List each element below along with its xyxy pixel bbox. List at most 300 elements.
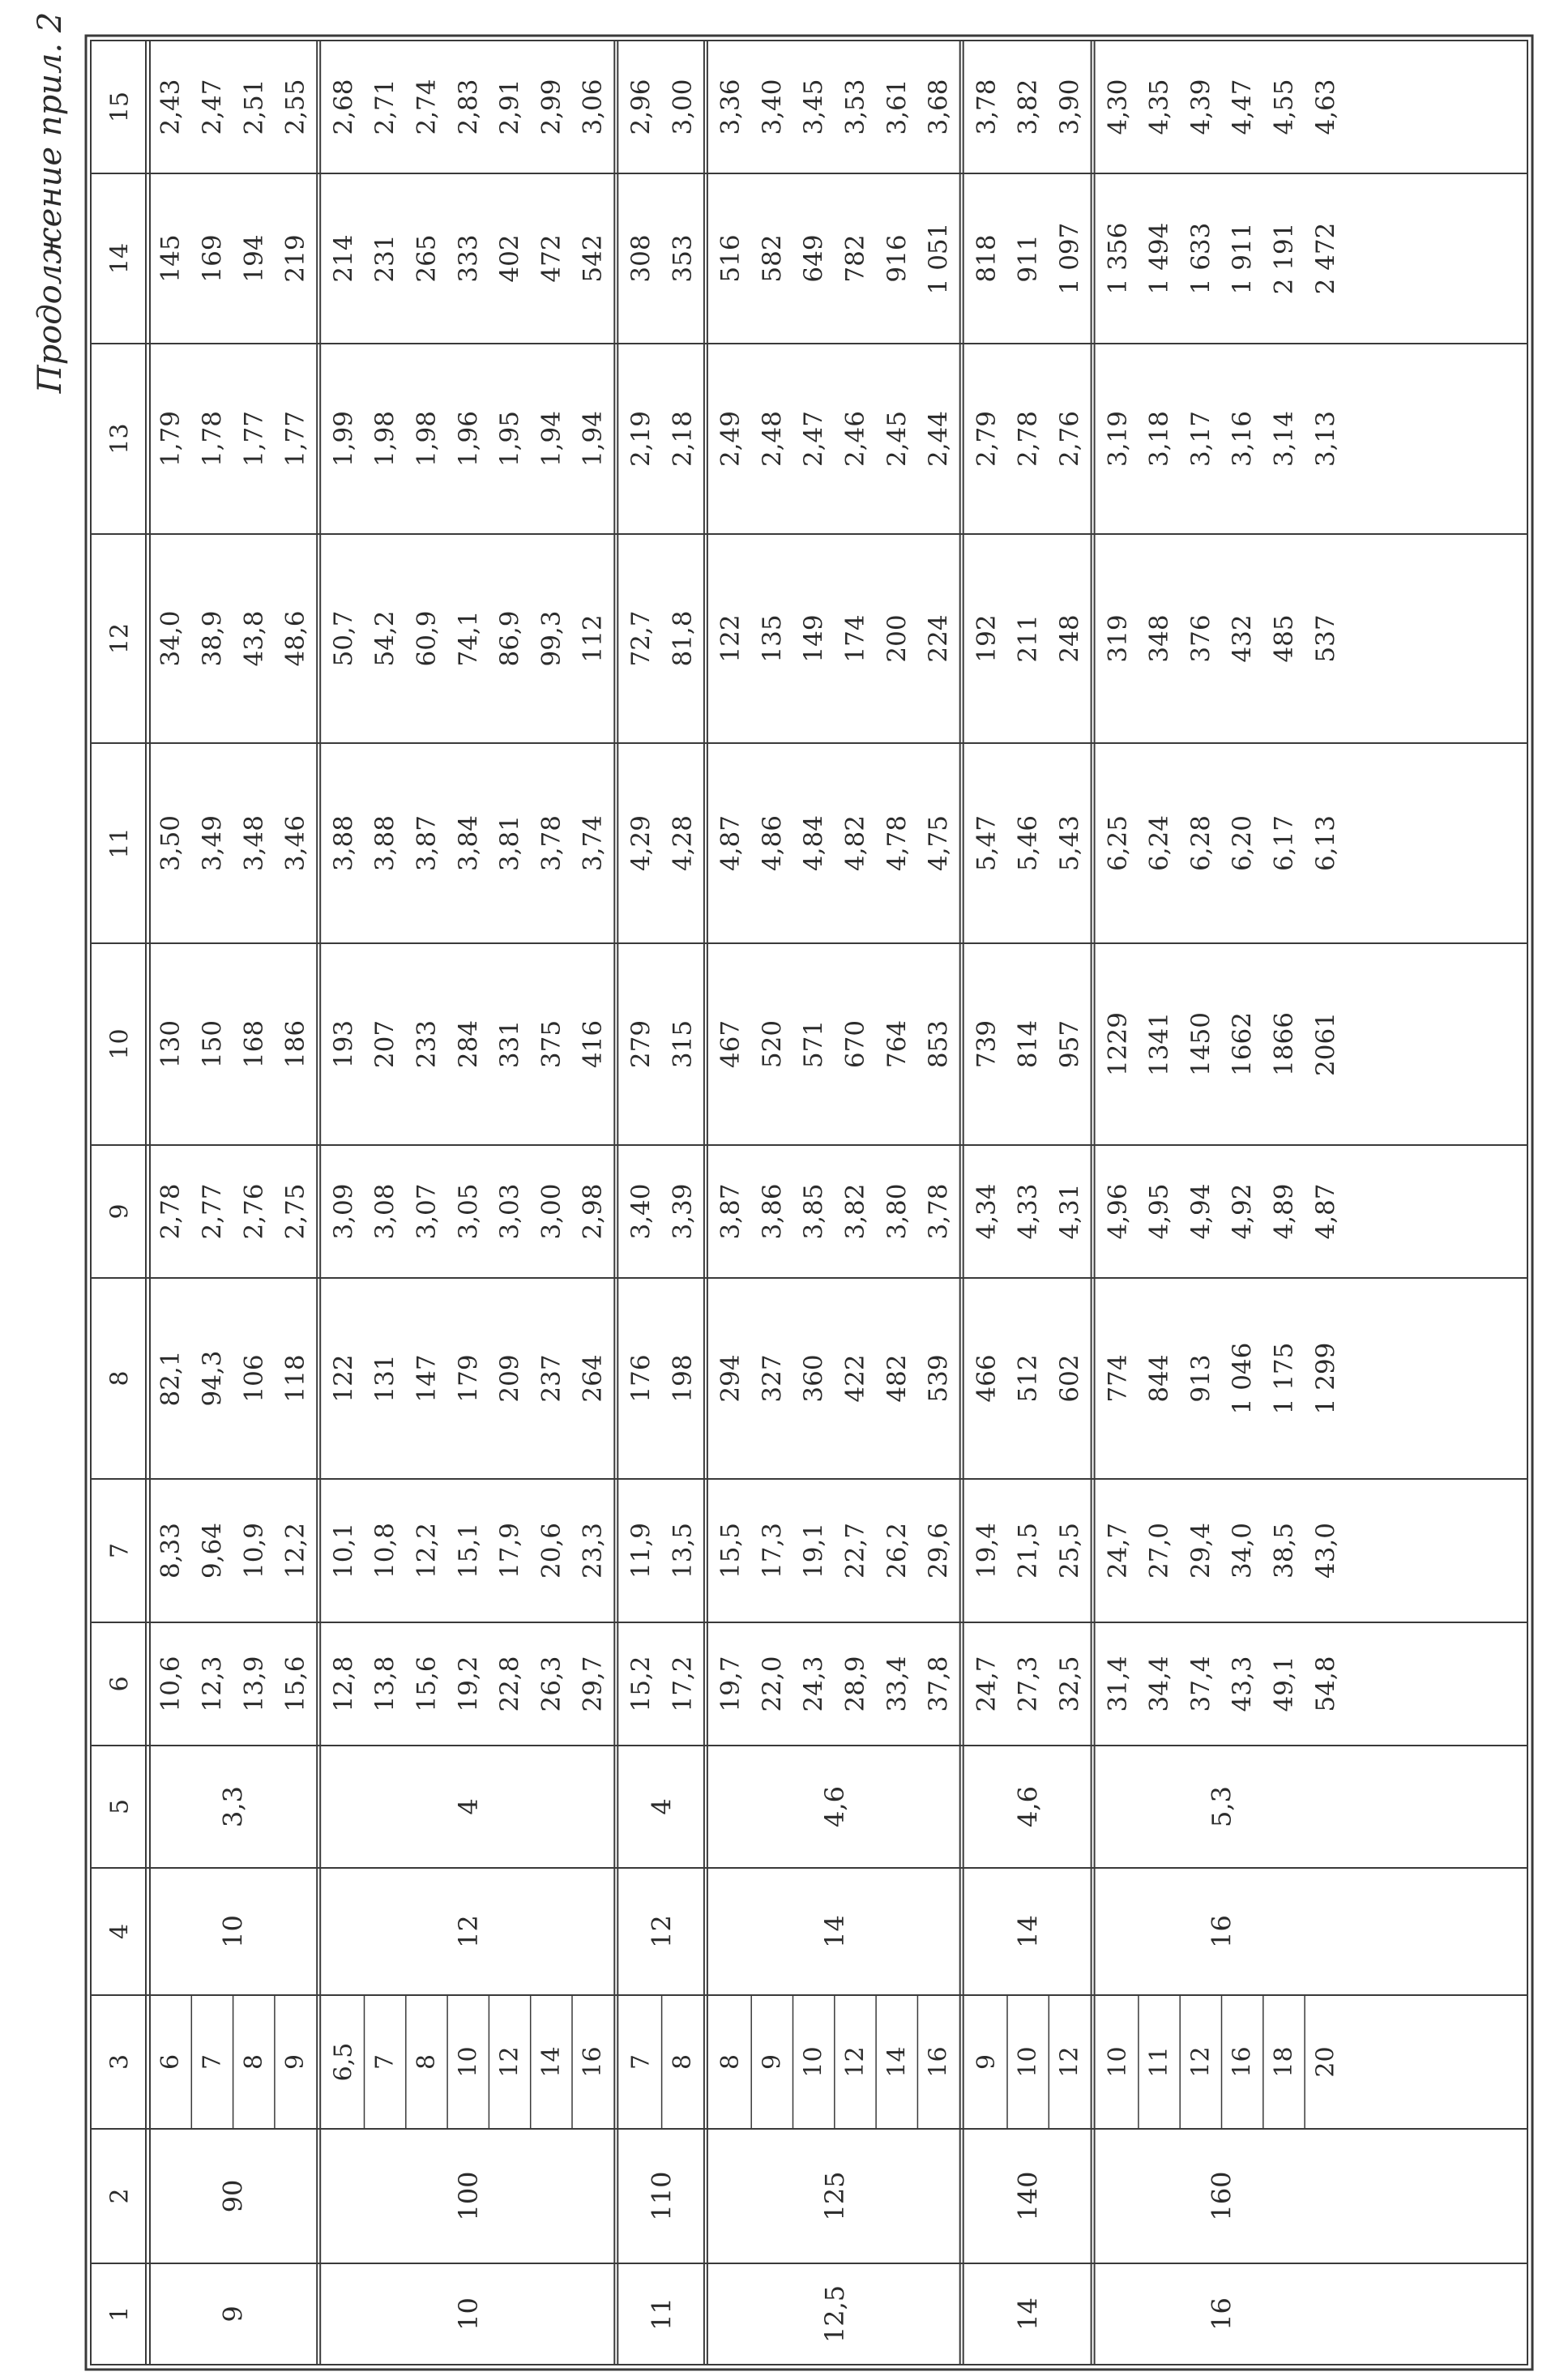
cell-col10: 670 <box>840 1019 870 1069</box>
cell-col14: 916 <box>882 234 912 283</box>
cell-col11: 3,48 <box>239 814 269 872</box>
cell-col13: 2,76 <box>1054 410 1084 468</box>
cell-col11: 4,75 <box>924 814 954 872</box>
cell-col14: 2 191 <box>1269 222 1299 295</box>
cell-col7: 15,1 <box>453 1522 483 1579</box>
cell-col8: 198 <box>668 1354 698 1403</box>
cell-col14: 472 <box>536 234 566 283</box>
cell-col12: 192 <box>972 614 1002 663</box>
cell-col14: 582 <box>757 234 787 283</box>
cell-col12: 135 <box>757 614 787 663</box>
cell-col6: 29,7 <box>578 1656 608 1712</box>
cell-col13: 1,78 <box>197 410 227 468</box>
cell-col9: 3,82 <box>840 1183 870 1240</box>
cell-col15: 3,36 <box>716 79 746 135</box>
cell-col3: 7 <box>626 2053 656 2070</box>
cell-col13: 1,77 <box>280 410 310 468</box>
cell-col6: 15,6 <box>280 1656 310 1712</box>
cell-col14: 542 <box>578 234 608 283</box>
cell-col7: 26,2 <box>882 1522 912 1579</box>
cell-col6: 12,8 <box>328 1656 358 1712</box>
cell-col12: 38,9 <box>197 610 227 667</box>
cell-col12: 60,9 <box>412 610 442 667</box>
cell-col13: 2,49 <box>716 410 746 468</box>
cell-col4: 14 <box>818 1915 850 1948</box>
cell-col9: 3,86 <box>757 1183 787 1240</box>
cell-col15: 3,40 <box>757 79 787 135</box>
cell-col11: 3,49 <box>197 814 227 872</box>
cell-col10: 331 <box>495 1019 525 1069</box>
cell-col7: 19,1 <box>799 1522 829 1579</box>
cell-col12: 149 <box>799 614 829 663</box>
cell-col2: 125 <box>818 2171 850 2221</box>
column-header-13: 13 <box>105 423 135 455</box>
cell-col6: 15,2 <box>626 1656 656 1712</box>
cell-col10: 764 <box>882 1019 912 1069</box>
cell-col15: 4,63 <box>1310 79 1340 135</box>
cell-col8: 106 <box>239 1354 269 1403</box>
cell-col11: 3,50 <box>156 814 186 872</box>
cell-col15: 3,61 <box>882 79 912 135</box>
cell-col3: 16 <box>579 2046 608 2078</box>
cell-col4: 12 <box>646 1915 677 1948</box>
cell-col14: 911 <box>1013 234 1043 283</box>
cell-col10: 2061 <box>1310 1012 1340 1076</box>
cell-col6: 22,0 <box>757 1656 787 1712</box>
cell-col2: 90 <box>217 2179 249 2213</box>
cell-col8: 1 175 <box>1269 1342 1299 1415</box>
cell-col14: 219 <box>280 234 310 283</box>
cell-col6: 32,5 <box>1054 1656 1084 1712</box>
cell-col8: 360 <box>799 1354 829 1403</box>
cell-col12: 43,8 <box>239 610 269 667</box>
cell-col15: 3,00 <box>668 79 698 135</box>
cell-col14: 782 <box>840 234 870 283</box>
cell-col11: 6,24 <box>1144 814 1174 872</box>
cell-col10: 130 <box>156 1019 186 1069</box>
cell-col6: 19,2 <box>453 1656 483 1712</box>
cell-col15: 2,83 <box>453 79 483 135</box>
cell-col14: 353 <box>668 234 698 283</box>
cell-col2: 110 <box>646 2171 677 2221</box>
cell-col12: 48,6 <box>280 610 310 667</box>
cell-col13: 2,45 <box>882 410 912 468</box>
cell-col9: 2,98 <box>578 1183 608 1240</box>
cell-col13: 2,19 <box>626 410 656 468</box>
cell-col12: 432 <box>1228 614 1258 663</box>
cell-col10: 279 <box>626 1019 656 1069</box>
cell-col15: 4,39 <box>1186 79 1216 135</box>
cell-col8: 122 <box>328 1354 358 1403</box>
cell-col12: 376 <box>1186 614 1216 663</box>
cell-col3: 9 <box>281 2053 310 2070</box>
cell-col1: 9 <box>217 2305 249 2323</box>
column-header-2: 2 <box>105 2188 135 2204</box>
cell-col6: 13,8 <box>370 1656 400 1712</box>
cell-col12: 248 <box>1054 614 1084 663</box>
cell-col13: 3,17 <box>1186 410 1216 468</box>
column-header-4: 4 <box>105 1923 135 1940</box>
cell-col12: 537 <box>1310 614 1340 663</box>
cell-col7: 21,5 <box>1013 1522 1043 1579</box>
cell-col13: 1,94 <box>578 410 608 468</box>
cell-col3: 16 <box>1228 2046 1257 2078</box>
cell-col1: 11 <box>646 2297 677 2331</box>
cell-col9: 2,77 <box>197 1183 227 1240</box>
cell-col11: 3,81 <box>495 814 525 872</box>
cell-col6: 17,2 <box>668 1656 698 1712</box>
cell-col15: 3,90 <box>1054 79 1084 135</box>
cell-col12: 348 <box>1144 614 1174 663</box>
cell-col5: 4 <box>646 1798 677 1815</box>
column-header-11: 11 <box>105 827 135 859</box>
cell-col8: 539 <box>924 1354 954 1403</box>
cell-col9: 2,76 <box>239 1183 269 1240</box>
cell-col4: 14 <box>1012 1915 1044 1948</box>
cell-col15: 2,91 <box>495 79 525 135</box>
cell-col11: 3,74 <box>578 814 608 872</box>
cell-col9: 3,85 <box>799 1183 829 1240</box>
cell-col12: 86,9 <box>495 610 525 667</box>
cell-col15: 2,71 <box>370 79 400 135</box>
cell-col8: 774 <box>1103 1354 1133 1403</box>
column-header-7: 7 <box>105 1542 135 1559</box>
cell-col15: 4,55 <box>1269 79 1299 135</box>
cell-col7: 13,5 <box>668 1522 698 1579</box>
column-header-5: 5 <box>105 1798 135 1815</box>
cell-col12: 174 <box>840 614 870 663</box>
cell-col9: 3,78 <box>924 1183 954 1240</box>
cell-col8: 176 <box>626 1354 656 1403</box>
column-header-3: 3 <box>105 2053 135 2070</box>
cell-col9: 3,39 <box>668 1183 698 1240</box>
cell-col14: 214 <box>328 234 358 283</box>
cell-col12: 200 <box>882 614 912 663</box>
cell-col13: 1,96 <box>453 410 483 468</box>
cell-col10: 467 <box>716 1019 746 1069</box>
cell-col13: 2,46 <box>840 410 870 468</box>
cell-col3: 10 <box>1103 2046 1132 2078</box>
cell-col14: 1 097 <box>1054 222 1084 295</box>
cell-col15: 4,30 <box>1103 79 1133 135</box>
cell-col10: 1341 <box>1144 1012 1174 1076</box>
cell-col9: 3,03 <box>495 1183 525 1240</box>
cell-col8: 118 <box>280 1354 310 1403</box>
cell-col3: 6 <box>156 2053 186 2070</box>
cell-col15: 3,82 <box>1013 79 1043 135</box>
cell-col10: 520 <box>757 1019 787 1069</box>
cell-col8: 179 <box>453 1354 483 1403</box>
cell-col9: 4,92 <box>1228 1183 1258 1240</box>
cell-col3: 14 <box>882 2046 912 2078</box>
cell-col6: 54,8 <box>1310 1656 1340 1712</box>
cell-col3: 6,5 <box>329 2042 358 2082</box>
cell-col6: 22,8 <box>495 1656 525 1712</box>
cell-col9: 2,75 <box>280 1183 310 1240</box>
cell-col10: 1229 <box>1103 1012 1133 1076</box>
cell-col9: 3,87 <box>716 1183 746 1240</box>
cell-col3: 20 <box>1311 2046 1340 2078</box>
cell-col6: 34,4 <box>1144 1656 1174 1712</box>
cell-col5: 3,3 <box>217 1786 249 1827</box>
cell-col8: 147 <box>412 1354 442 1403</box>
cell-col13: 1,79 <box>156 410 186 468</box>
cell-col12: 485 <box>1269 614 1299 663</box>
cell-col15: 2,96 <box>626 79 656 135</box>
cell-col8: 913 <box>1186 1354 1216 1403</box>
cell-col7: 23,3 <box>578 1522 608 1579</box>
cell-col6: 13,9 <box>239 1656 269 1712</box>
cell-col6: 43,3 <box>1228 1656 1258 1712</box>
cell-col2: 100 <box>452 2171 484 2221</box>
cell-col12: 81,8 <box>668 610 698 667</box>
cell-col9: 3,05 <box>453 1183 483 1240</box>
cell-col10: 739 <box>972 1019 1002 1069</box>
cell-col6: 37,8 <box>924 1656 954 1712</box>
cell-col9: 4,87 <box>1310 1183 1340 1240</box>
cell-col11: 4,84 <box>799 814 829 872</box>
cell-col14: 1 494 <box>1144 222 1174 295</box>
cell-col14: 516 <box>716 234 746 283</box>
cell-col6: 15,6 <box>412 1656 442 1712</box>
cell-col15: 2,43 <box>156 79 186 135</box>
cell-col13: 2,18 <box>668 410 698 468</box>
cell-col15: 2,55 <box>280 79 310 135</box>
cell-col14: 194 <box>239 234 269 283</box>
cell-col11: 5,47 <box>972 814 1002 872</box>
cell-col9: 4,89 <box>1269 1183 1299 1240</box>
cell-col3: 10 <box>454 2046 483 2078</box>
cell-col10: 957 <box>1054 1019 1084 1069</box>
column-header-8: 8 <box>105 1370 135 1387</box>
cell-col12: 54,2 <box>370 610 400 667</box>
cell-col10: 1662 <box>1228 1012 1258 1076</box>
cell-col12: 72,7 <box>626 610 656 667</box>
cell-col12: 50,7 <box>328 610 358 667</box>
cell-col8: 82,1 <box>156 1350 186 1407</box>
cell-col6: 10,6 <box>156 1656 186 1712</box>
cell-col3: 12 <box>1186 2046 1216 2078</box>
cell-col3: 14 <box>536 2046 566 2078</box>
table-caption: Продолжение прил. 2 <box>32 11 69 394</box>
cell-col3: 10 <box>799 2046 828 2078</box>
cell-col3: 11 <box>1145 2046 1174 2078</box>
cell-col10: 193 <box>328 1019 358 1069</box>
cell-col11: 3,88 <box>370 814 400 872</box>
cell-col5: 4,6 <box>818 1786 850 1827</box>
cell-col12: 34,0 <box>156 610 186 667</box>
cell-col1: 14 <box>1012 2297 1044 2331</box>
cell-col8: 844 <box>1144 1354 1174 1403</box>
column-header-15: 15 <box>105 91 135 123</box>
cell-col13: 1,99 <box>328 410 358 468</box>
cell-col8: 422 <box>840 1354 870 1403</box>
cell-col12: 122 <box>716 614 746 663</box>
cell-col13: 2,44 <box>924 410 954 468</box>
cell-col12: 112 <box>578 614 608 663</box>
cell-col4: 12 <box>452 1915 484 1948</box>
cell-col10: 150 <box>197 1019 227 1069</box>
cell-col15: 2,68 <box>328 79 358 135</box>
cell-col6: 49,1 <box>1269 1656 1299 1712</box>
cell-col15: 3,68 <box>924 79 954 135</box>
cell-col7: 34,0 <box>1228 1522 1258 1579</box>
cell-col6: 33,4 <box>882 1656 912 1712</box>
cell-col6: 24,3 <box>799 1656 829 1712</box>
cell-col12: 74,1 <box>453 610 483 667</box>
cell-col7: 8,33 <box>156 1522 186 1579</box>
cell-col8: 466 <box>972 1354 1002 1403</box>
cell-col13: 2,47 <box>799 410 829 468</box>
cell-col14: 1 051 <box>924 222 954 295</box>
cell-col11: 3,46 <box>280 814 310 872</box>
cell-col4: 16 <box>1206 1915 1237 1948</box>
cell-col4: 10 <box>217 1915 249 1948</box>
cell-col7: 29,4 <box>1186 1522 1216 1579</box>
cell-col6: 19,7 <box>716 1656 746 1712</box>
cell-col7: 11,9 <box>626 1522 656 1579</box>
cell-col8: 209 <box>495 1354 525 1403</box>
cell-col7: 10,1 <box>328 1522 358 1579</box>
cell-col13: 1,98 <box>412 410 442 468</box>
cell-col13: 1,77 <box>239 410 269 468</box>
cell-col13: 3,19 <box>1103 410 1133 468</box>
cell-col5: 5,3 <box>1206 1786 1237 1827</box>
cell-col9: 3,40 <box>626 1183 656 1240</box>
cell-col7: 27,0 <box>1144 1522 1174 1579</box>
cell-col9: 3,09 <box>328 1183 358 1240</box>
cell-col11: 4,28 <box>668 814 698 872</box>
cell-col8: 94,3 <box>197 1350 227 1407</box>
cell-col6: 37,4 <box>1186 1656 1216 1712</box>
cell-col7: 17,3 <box>757 1522 787 1579</box>
cell-col15: 4,47 <box>1228 79 1258 135</box>
cell-col13: 3,14 <box>1269 410 1299 468</box>
cell-col10: 207 <box>370 1019 400 1069</box>
cell-col15: 3,06 <box>578 79 608 135</box>
cell-col10: 375 <box>536 1019 566 1069</box>
cell-col7: 22,7 <box>840 1522 870 1579</box>
cell-col3: 8 <box>716 2053 746 2070</box>
cell-col11: 3,87 <box>412 814 442 872</box>
cell-col3: 7 <box>198 2053 227 2070</box>
cell-col14: 818 <box>972 234 1002 283</box>
cell-col9: 3,80 <box>882 1183 912 1240</box>
cell-col8: 1 046 <box>1228 1342 1258 1415</box>
cell-col15: 2,51 <box>239 79 269 135</box>
cell-col14: 333 <box>453 234 483 283</box>
cell-col12: 319 <box>1103 614 1133 663</box>
column-header-12: 12 <box>105 622 135 655</box>
cell-col12: 211 <box>1013 614 1043 663</box>
cell-col9: 4,95 <box>1144 1183 1174 1240</box>
cell-col6: 31,4 <box>1103 1656 1133 1712</box>
cell-col11: 4,86 <box>757 814 787 872</box>
cell-col14: 265 <box>412 234 442 283</box>
cell-col3: 9 <box>972 2053 1001 2070</box>
cell-col11: 3,78 <box>536 814 566 872</box>
cell-col5: 4 <box>452 1798 484 1815</box>
cell-col11: 6,25 <box>1103 814 1133 872</box>
cell-col8: 512 <box>1013 1354 1043 1403</box>
cell-col14: 649 <box>799 234 829 283</box>
cell-col8: 482 <box>882 1354 912 1403</box>
cell-col8: 1 299 <box>1310 1342 1340 1415</box>
cell-col15: 3,53 <box>840 79 870 135</box>
cell-col9: 4,33 <box>1013 1183 1043 1240</box>
cell-col11: 6,28 <box>1186 814 1216 872</box>
cell-col10: 315 <box>668 1019 698 1069</box>
cell-col12: 224 <box>924 614 954 663</box>
cell-col10: 853 <box>924 1019 954 1069</box>
cell-col6: 26,3 <box>536 1656 566 1712</box>
cell-col13: 3,13 <box>1310 410 1340 468</box>
cell-col7: 12,2 <box>412 1522 442 1579</box>
cell-col2: 160 <box>1206 2171 1237 2221</box>
cell-col8: 264 <box>578 1354 608 1403</box>
cell-col13: 1,94 <box>536 410 566 468</box>
cell-col10: 186 <box>280 1019 310 1069</box>
cell-col7: 10,8 <box>370 1522 400 1579</box>
cell-col14: 1 633 <box>1186 222 1216 295</box>
cell-col14: 308 <box>626 234 656 283</box>
cell-col3: 7 <box>370 2053 399 2070</box>
cell-col7: 9,64 <box>197 1522 227 1579</box>
cell-col13: 1,98 <box>370 410 400 468</box>
cell-col13: 2,79 <box>972 410 1002 468</box>
cell-col11: 4,78 <box>882 814 912 872</box>
cell-col11: 5,43 <box>1054 814 1084 872</box>
cell-col3: 12 <box>495 2046 524 2078</box>
cell-col10: 284 <box>453 1019 483 1069</box>
cell-col14: 145 <box>156 234 186 283</box>
cell-col3: 18 <box>1269 2046 1298 2078</box>
cell-col1: 10 <box>452 2297 484 2331</box>
cell-col7: 12,2 <box>280 1522 310 1579</box>
cell-col7: 10,9 <box>239 1522 269 1579</box>
cell-col6: 12,3 <box>197 1656 227 1712</box>
cell-col10: 168 <box>239 1019 269 1069</box>
cell-col7: 20,6 <box>536 1522 566 1579</box>
cell-col13: 2,48 <box>757 410 787 468</box>
cell-col9: 4,96 <box>1103 1183 1133 1240</box>
cell-col13: 1,95 <box>495 410 525 468</box>
cell-col8: 602 <box>1054 1354 1084 1403</box>
cell-col10: 1866 <box>1269 1012 1299 1076</box>
cell-col7: 19,4 <box>972 1522 1002 1579</box>
cell-col8: 237 <box>536 1354 566 1403</box>
cell-col7: 29,6 <box>924 1522 954 1579</box>
cell-col9: 4,31 <box>1054 1183 1084 1240</box>
cell-col15: 4,35 <box>1144 79 1174 135</box>
column-header-10: 10 <box>105 1028 135 1060</box>
cell-col9: 3,08 <box>370 1183 400 1240</box>
cell-col5: 4,6 <box>1012 1786 1044 1827</box>
cell-col13: 3,18 <box>1144 410 1174 468</box>
cell-col10: 416 <box>578 1019 608 1069</box>
cell-col1: 12,5 <box>818 2284 850 2344</box>
cell-col15: 2,47 <box>197 79 227 135</box>
cell-col9: 3,07 <box>412 1183 442 1240</box>
cell-col14: 2 472 <box>1310 222 1340 295</box>
cell-col9: 4,34 <box>972 1183 1002 1240</box>
cell-col15: 3,78 <box>972 79 1002 135</box>
cell-col7: 38,5 <box>1269 1522 1299 1579</box>
cell-col7: 15,5 <box>716 1522 746 1579</box>
cell-col11: 6,13 <box>1310 814 1340 872</box>
cell-col15: 3,45 <box>799 79 829 135</box>
cell-col7: 25,5 <box>1054 1522 1084 1579</box>
